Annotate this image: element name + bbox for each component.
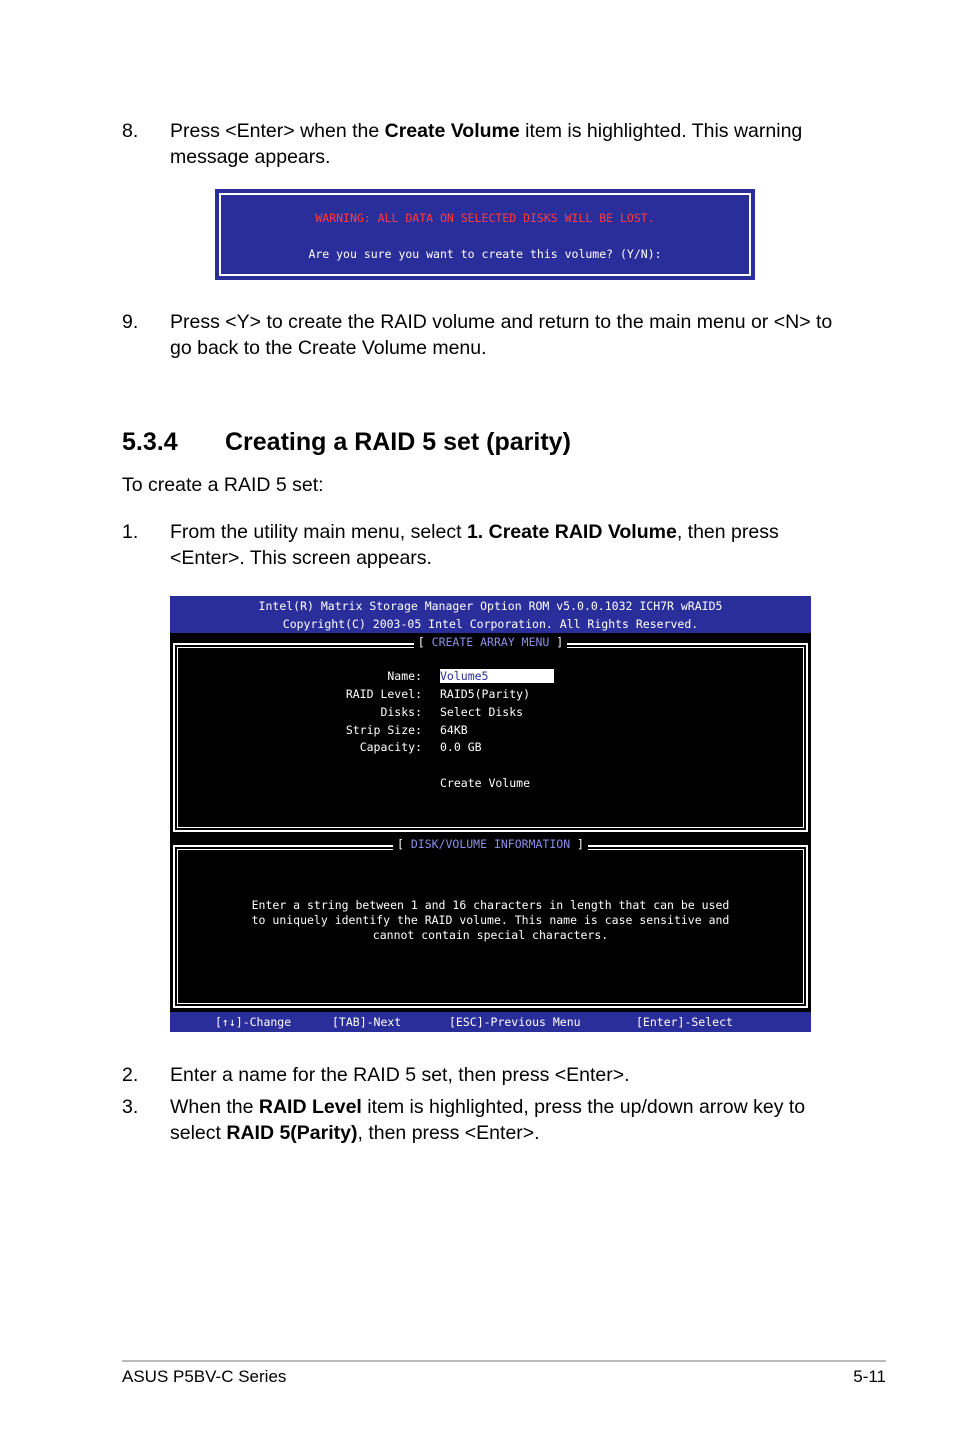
info-line: to uniquely identify the RAID volume. This name is case sensitive and	[251, 913, 730, 927]
strip-size-value[interactable]: 64KB	[440, 723, 468, 737]
step-text	[170, 118, 850, 170]
step-text	[170, 309, 850, 361]
key-change: [↑↓]-Change	[215, 1015, 292, 1029]
section-title: Creating a RAID 5 set (parity)	[225, 428, 571, 456]
bold-text: RAID 5(Parity)	[226, 1122, 358, 1144]
bold-text: RAID Level	[258, 1096, 362, 1118]
page-number: 5-11	[853, 1367, 886, 1386]
bios-copyright: Copyright(C) 2003-05 Intel Corporation. All Rights Reserved.	[282, 617, 699, 631]
text: message appears.	[170, 146, 331, 168]
info-line: Enter a string between 1 and 16 characters in length that can be used	[251, 898, 730, 912]
bios-key-legend	[170, 1012, 811, 1032]
bios-header	[170, 596, 811, 633]
warning-text: WARNING: ALL DATA ON SELECTED DISKS WILL BE LOST.	[315, 211, 655, 225]
info-title: [ DISK/VOLUME INFORMATION ]	[170, 837, 811, 851]
bios-screen	[170, 596, 811, 1032]
text: From the utility main menu, select	[170, 521, 467, 543]
step-text: Enter a name for the RAID 5 set, then press <Enter>.	[170, 1064, 630, 1086]
bold-text: 1. Create RAID Volume	[466, 521, 677, 543]
text: select	[170, 1122, 227, 1144]
field-label: Capacity:	[359, 740, 422, 754]
section-number: 5.3.4	[122, 428, 178, 456]
key-next: [TAB]-Next	[332, 1015, 402, 1029]
step-number: 2.	[122, 1064, 139, 1086]
key-select: [Enter]-Select	[636, 1015, 733, 1029]
warning-border	[219, 193, 751, 276]
text: When the	[170, 1096, 259, 1118]
info-title-text: DISK/VOLUME INFORMATION	[410, 837, 571, 851]
confirm-prompt: Are you sure you want to create this volume? (Y/N):	[308, 247, 662, 261]
text: item is highlighted, press the up/down arrow key to	[361, 1096, 806, 1118]
warning-dialog	[215, 189, 755, 280]
text: item is highlighted. This warning	[519, 120, 803, 142]
field-label: RAID Level:	[345, 687, 422, 701]
text: , then press	[676, 521, 779, 543]
capacity-value[interactable]: 0.0 GB	[440, 740, 482, 754]
step-number: 3.	[122, 1096, 139, 1118]
field-label: Disks:	[380, 705, 422, 719]
text: Press <Y> to create the RAID volume and return to the main menu or <N> to	[170, 311, 833, 333]
text: <Enter>. This screen appears.	[170, 547, 432, 569]
step-text	[170, 519, 850, 571]
field-label: Name:	[387, 669, 422, 683]
bold-text: Create Volume	[384, 120, 520, 142]
bios-header-line: Intel(R) Matrix Storage Manager Option ROM v5.0.0.1032 ICH7R wRAID5	[258, 599, 723, 613]
info-line: cannot contain special characters.	[372, 928, 609, 942]
text: go back to the Create Volume menu.	[170, 337, 487, 359]
text: , then press <Enter>.	[357, 1122, 540, 1144]
raid-level-value[interactable]: RAID5(Parity)	[440, 687, 531, 701]
text: Press <Enter> when the	[170, 120, 385, 142]
section-intro: To create a RAID 5 set:	[122, 474, 324, 496]
disks-value[interactable]: Select Disks	[440, 705, 524, 719]
step-number: 9.	[122, 311, 139, 333]
step-number: 8.	[122, 120, 139, 142]
step-number: 1.	[122, 521, 139, 543]
create-array-title: [ CREATE ARRAY MENU ]	[170, 635, 811, 649]
info-description	[170, 898, 811, 943]
footer-divider	[122, 1360, 886, 1362]
menu-title-text: CREATE ARRAY MENU	[431, 635, 550, 649]
footer-product: ASUS P5BV-C Series	[122, 1367, 287, 1386]
create-volume-item[interactable]: Create Volume	[440, 776, 531, 790]
key-previous: [ESC]-Previous Menu	[449, 1015, 581, 1029]
step-text	[170, 1094, 850, 1146]
name-input[interactable]: Volume5	[440, 669, 554, 683]
field-label: Strip Size:	[345, 723, 422, 737]
